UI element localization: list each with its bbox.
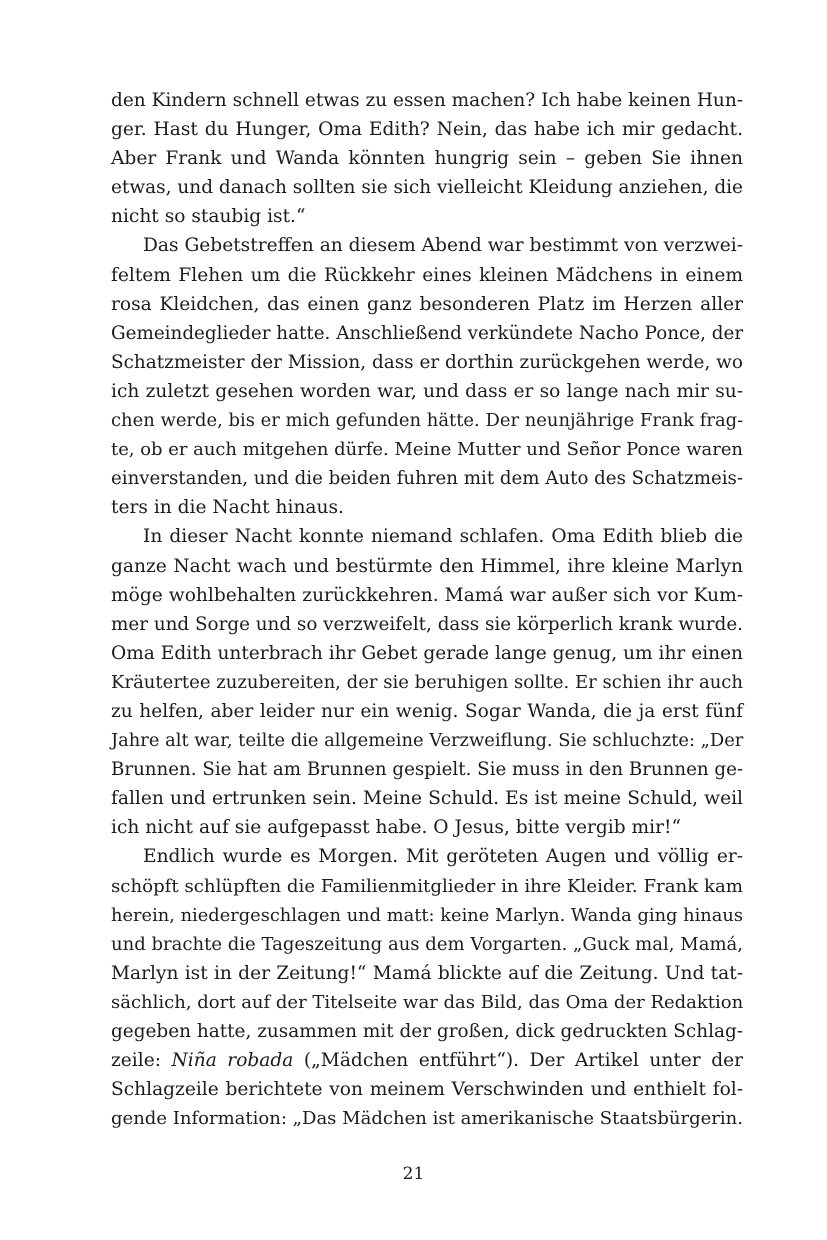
text-line: mer und Sorge und so verzweifelt, dass sie körperlich krank wurde.	[111, 613, 743, 635]
paragraph-2	[111, 231, 743, 522]
text-segment: zeile:	[111, 1050, 172, 1072]
paragraph-1	[111, 86, 743, 231]
text-line: te, ob er auch mitgehen dürfe. Meine Mutter und Señor Ponce waren	[111, 439, 743, 461]
text-line: Endlich wurde es Morgen. Mit geröteten Augen und völlig er-	[143, 846, 743, 868]
italic-headline-text: Niña robada	[171, 1050, 294, 1072]
text-line: fallen und ertrunken sein. Meine Schuld. Es ist meine Schuld, weil	[111, 788, 743, 810]
text-line: feltem Flehen um die Rückkehr eines kleinen Mädchens in einem	[111, 264, 743, 286]
text-line: ger. Hast du Hunger, Oma Edith? Nein, das habe ich mir gedacht.	[111, 119, 743, 141]
text-line: Aber Frank und Wanda könnten hungrig sein – geben Sie ihnen	[111, 148, 743, 170]
text-line: den Kindern schnell etwas zu essen machen? Ich habe keinen Hun-	[111, 90, 743, 111]
text-line: gende Information: „Das Mädchen ist amerikanische Staatsbürgerin.	[111, 1108, 743, 1130]
body-text	[111, 86, 743, 1133]
text-line: herein, niedergeschlagen und matt: keine Marlyn. Wanda ging hinaus	[111, 904, 743, 926]
text-line: Kräutertee zuzubereiten, der sie beruhigen sollte. Er schien ihr auch	[111, 671, 743, 693]
text-line: nicht so staubig ist.“	[111, 206, 306, 228]
text-line: ters in die Nacht hinaus.	[111, 497, 344, 519]
text-line: möge wohlbehalten zurückkehren. Mamá war außer sich vor Kum-	[111, 584, 743, 606]
text-line: und brachte die Tageszeitung aus dem Vorgarten. „Guck mal, Mamá,	[111, 933, 743, 955]
text-line: etwas, und danach sollten sie sich vielleicht Kleidung anziehen, die	[111, 177, 743, 199]
text-line: Schatzmeister der Mission, dass er dorthin zurückgehen werde, wo	[111, 351, 743, 373]
text-line: Gemeindeglieder hatte. Anschließend verkündete Nacho Ponce, der	[111, 322, 744, 344]
text-line: ganze Nacht wach und bestürmte den Himmel, ihre kleine Marlyn	[111, 555, 743, 577]
text-line: ich zuletzt gesehen worden war, und dass er so lange nach mir su-	[111, 380, 743, 402]
text-line: rosa Kleidchen, das einen ganz besonderen Platz im Herzen aller	[111, 293, 743, 315]
text-line: zu helfen, aber leider nur ein wenig. Sogar Wanda, die ja erst fünf	[111, 700, 743, 722]
page-number: 21	[402, 1164, 425, 1184]
text-line: einverstanden, und die beiden fuhren mit dem Auto des Schatzmeis-	[111, 468, 743, 490]
text-line: In dieser Nacht konnte niemand schlafen. Oma Edith blieb die	[143, 526, 743, 548]
paragraph-3	[111, 522, 743, 842]
text-line: Brunnen. Sie hat am Brunnen gespielt. Sie muss in den Brunnen ge-	[111, 759, 743, 781]
text-line: Jahre alt war, teilte die allgemeine Verzweiflung. Sie schluchzte: „Der	[111, 730, 744, 752]
text-line-with-italic	[111, 1046, 743, 1075]
text-segment: („Mädchen entführt“). Der Artikel unter der	[293, 1050, 744, 1072]
text-line: Das Gebetstreffen an diesem Abend war bestimmt von verzwei-	[143, 235, 743, 257]
paragraph-4	[111, 842, 743, 1133]
text-line: Oma Edith unterbrach ihr Gebet gerade lange genug, um ihr einen	[111, 642, 743, 664]
text-line: sächlich, dort auf der Titelseite war das Bild, das Oma der Redaktion	[111, 991, 744, 1013]
text-line: schöpft schlüpften die Familienmitglieder in ihre Kleider. Frank kam	[111, 875, 743, 897]
text-line: Schlagzeile berichtete von meinem Verschwinden und enthielt fol-	[111, 1079, 743, 1101]
text-line: chen werde, bis er mich gefunden hätte. Der neunjährige Frank frag-	[111, 410, 744, 432]
text-line: ich nicht auf sie aufgepasst habe. O Jesus, bitte vergib mir!“	[111, 817, 681, 839]
text-line: Marlyn ist in der Zeitung!“ Mamá blickte auf die Zeitung. Und tat-	[111, 962, 743, 984]
text-line: gegeben hatte, zusammen mit der großen, dick gedruckten Schlag-	[111, 1021, 743, 1042]
